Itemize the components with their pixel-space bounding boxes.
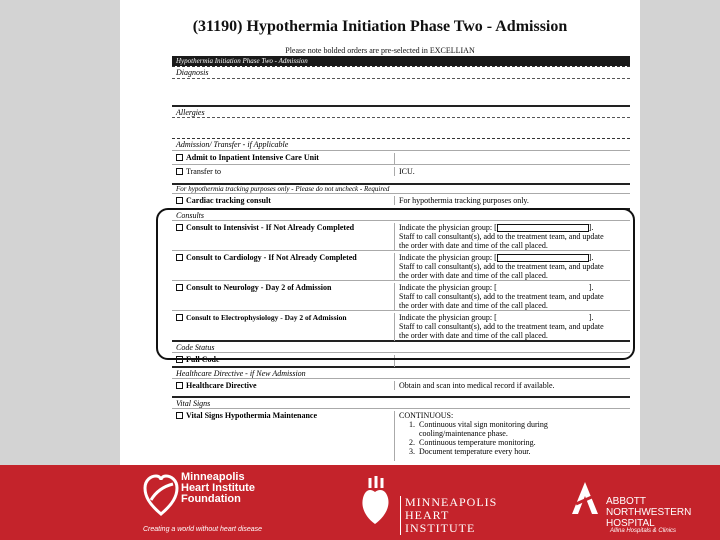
section-healthcare-directive: Healthcare Directive - if New Admission xyxy=(172,366,630,378)
physician-group-close: ]. xyxy=(588,283,594,292)
checkbox-healthcare-directive[interactable] xyxy=(176,382,183,389)
anw-line: ABBOTT xyxy=(606,496,647,507)
table-row xyxy=(172,150,630,164)
checkbox-admit-icu[interactable] xyxy=(176,154,183,161)
anw-name xyxy=(606,496,691,529)
section-consults: Consults xyxy=(172,208,630,220)
row-label: Healthcare Directive xyxy=(186,381,257,390)
continuous-label: CONTINUOUS: xyxy=(399,411,454,420)
physician-group-label: Indicate the physician group: [ xyxy=(399,313,497,322)
row-label: Consult to Intensivist - If Not Already Completed xyxy=(186,223,355,232)
mhif-tagline: Creating a world without heart disease xyxy=(143,526,263,533)
blank-line xyxy=(172,78,630,105)
mhi-line: INSTITUTE xyxy=(405,521,476,535)
row-right-cell xyxy=(394,411,630,461)
mhif-logo xyxy=(143,470,283,536)
consult-instruction: the order with date and time of the call placed. xyxy=(399,331,548,340)
physician-group-label: Indicate the physician group: [ xyxy=(399,283,497,292)
row-transfer xyxy=(176,167,390,176)
table-row xyxy=(172,408,630,460)
anatomical-heart-icon xyxy=(358,474,392,526)
vital-sign-item: 1. Continuous vital sign monitoring during xyxy=(409,420,548,429)
vital-sign-item: 2. Continuous temperature monitoring. xyxy=(409,438,536,447)
row-cardiac-tracking xyxy=(176,196,390,205)
section-diagnosis: Diagnosis xyxy=(172,66,630,78)
document-title: (31190) Hypothermia Initiation Phase Two - Admission xyxy=(192,18,568,35)
table-header-bar: Hypothermia Initiation Phase Two - Admission xyxy=(172,56,630,66)
row-label: Consult to Electrophysiology - Day 2 of Admission xyxy=(186,313,347,322)
row-label: Admit to Inpatient Intensive Care Unit xyxy=(186,153,319,162)
checkbox-transfer[interactable] xyxy=(176,168,183,175)
consult-instruction: the order with date and time of the call placed. xyxy=(399,271,548,281)
vital-sign-item: 3. Document temperature every hour. xyxy=(409,447,531,456)
consult-instruction: the order with date and time of the call placed. xyxy=(399,241,548,251)
consult-instruction: Staff to call consultant(s), add to the treatment team, and update xyxy=(399,232,604,242)
section-vital-signs: Vital Signs xyxy=(172,396,630,408)
physician-group-close: ]. xyxy=(588,313,594,322)
mhi-line: MINNEAPOLIS xyxy=(405,495,498,509)
physician-group-close: ]. xyxy=(588,223,594,232)
mhi-logo xyxy=(358,474,498,534)
mhif-name xyxy=(181,472,255,505)
consult-instruction: Staff to call consultant(s), add to the treatment team, and update xyxy=(399,262,604,272)
row-right-cell: Obtain and scan into medical record if available. xyxy=(394,381,630,390)
row-label: Cardiac tracking consult xyxy=(186,196,271,205)
mhif-line: Heart Institute xyxy=(181,482,255,494)
mhi-name xyxy=(400,496,497,535)
consults-highlight-box xyxy=(156,208,635,360)
arrow-mark-icon xyxy=(570,476,600,516)
row-label: Consult to Neurology - Day 2 of Admission xyxy=(186,283,332,292)
physician-group-close: ]. xyxy=(588,253,594,262)
vital-sign-item: cooling/maintenance phase. xyxy=(409,429,508,438)
right-margin-band xyxy=(640,0,720,465)
anw-line: HOSPITAL xyxy=(606,518,655,529)
mhi-line: HEART xyxy=(405,508,450,522)
section-code-status: Code Status xyxy=(172,340,630,352)
table-row xyxy=(172,164,630,183)
physician-group-label: Indicate the physician group: [ xyxy=(399,253,497,262)
section-allergies: Allergies xyxy=(172,105,630,117)
mhif-line: Foundation xyxy=(181,493,241,505)
heart-ribbon-icon xyxy=(143,470,179,518)
row-label: Full Code xyxy=(186,355,220,364)
anw-line: NORTHWESTERN xyxy=(606,507,692,518)
section-tracking: For hypothermia tracking purposes only - Please do not uncheck - Required xyxy=(172,183,630,193)
consult-instruction: the order with date and time of the call placed. xyxy=(399,301,548,310)
row-label: Consult to Cardiology - If Not Already Completed xyxy=(186,253,357,262)
checkbox-vital-signs[interactable] xyxy=(176,412,183,419)
anw-logo xyxy=(570,472,720,534)
table-row xyxy=(172,378,630,396)
row-right-cell: ICU. xyxy=(394,167,630,176)
section-admission: Admission/ Transfer - if Applicable xyxy=(172,138,630,150)
checkbox-cardiac-tracking[interactable] xyxy=(176,197,183,204)
physician-group-label: Indicate the physician group: [ xyxy=(399,223,497,232)
anw-affiliation: Allina Hospitals & Clinics xyxy=(610,528,677,534)
row-admit-icu xyxy=(176,153,390,162)
mhif-line: Minneapolis xyxy=(181,471,245,483)
row-label: Vital Signs Hypothermia Maintenance xyxy=(186,411,318,420)
row-right-cell: For hypothermia tracking purposes only. xyxy=(394,196,630,205)
row-vital-signs xyxy=(176,411,390,420)
blank-line xyxy=(172,117,630,138)
row-label: Transfer to xyxy=(186,167,222,176)
consult-instruction: Staff to call consultant(s), add to the treatment team, and update xyxy=(399,322,604,331)
consult-instruction: Staff to call consultant(s), add to the treatment team, and update xyxy=(399,292,604,301)
row-healthcare-directive xyxy=(176,381,390,390)
left-margin-band xyxy=(0,0,120,465)
document-note: Please note bolded orders are pre-selected in EXCELLIAN xyxy=(285,46,475,55)
table-row xyxy=(172,193,630,208)
